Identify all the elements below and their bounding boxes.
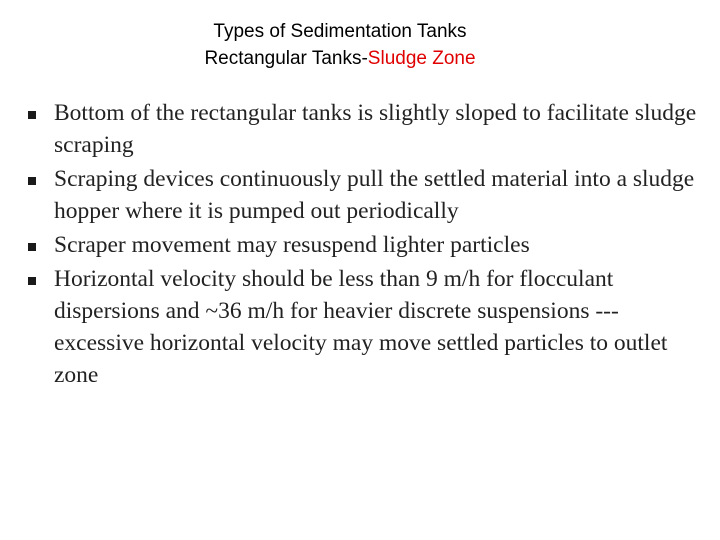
bullet-item xyxy=(28,163,708,227)
bullet-list xyxy=(28,97,708,393)
square-bullet-icon xyxy=(28,243,36,251)
square-bullet-icon xyxy=(28,277,36,285)
bullet-text: Scraping devices continuously pull the settled material into a sludge hopper where it is pumped out periodically xyxy=(54,166,695,224)
bullet-text: Scraper movement may resuspend lighter particles xyxy=(54,232,530,258)
bullet-item xyxy=(28,97,708,161)
title-line-2 xyxy=(0,45,680,72)
title-line-1: Types of Sedimentation Tanks xyxy=(213,21,467,42)
bullet-text: Horizontal velocity should be less than 9 m/h for flocculant dispersions and ~36 m/h for heavier discrete suspensions --- excessive horizontal velocity may move settled particles to outlet zone xyxy=(54,266,668,388)
square-bullet-icon xyxy=(28,177,36,185)
bullet-item xyxy=(28,263,708,391)
bullet-text: Bottom of the rectangular tanks is slightly sloped to facilitate sludge scraping xyxy=(54,100,697,158)
slide-title xyxy=(0,18,680,72)
bullet-item xyxy=(28,229,708,261)
title-line-2-highlight: Sludge Zone xyxy=(367,48,476,69)
square-bullet-icon xyxy=(28,111,36,119)
title-line-2-prefix: Rectangular Tanks- xyxy=(204,48,368,69)
